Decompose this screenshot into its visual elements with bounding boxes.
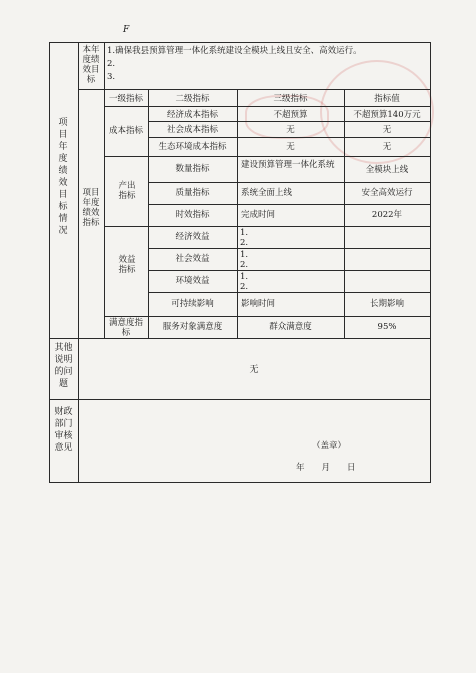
annual-goal-item-1: 1.确保我县预算管理一体化系统建设全模块上线且安全、高效运行。 xyxy=(107,46,362,56)
header-level1: 一级指标 xyxy=(108,94,143,104)
cost-row-2-l3: 无 xyxy=(286,125,295,135)
cost-label: 成本指标 xyxy=(108,126,143,136)
sustain-l2: 可持续影响 xyxy=(171,299,214,309)
benefit-row-2-l3-a: 1. xyxy=(240,250,249,260)
cost-row-1-l3: 不超预算 xyxy=(273,110,308,120)
benefit-row-3-l2: 环境效益 xyxy=(175,276,210,286)
finance-label: 财政部门审核意见 xyxy=(54,407,73,453)
rule-output-1 xyxy=(148,182,430,183)
rule-bottom xyxy=(49,482,430,483)
other-label: 其他说明的问题 xyxy=(54,343,73,389)
rule-goal-col xyxy=(104,42,105,339)
rule-benefit-1 xyxy=(148,248,430,249)
rule-cost-bottom xyxy=(104,156,430,157)
rule-cost-1 xyxy=(148,121,430,122)
rule-output-bottom xyxy=(104,226,430,227)
cost-row-1-l2: 经济成本指标 xyxy=(166,110,218,120)
output-label: 产出指标 xyxy=(118,181,136,201)
date-line: 年 月 日 xyxy=(296,463,356,473)
rule-benefit-bottom xyxy=(104,316,430,317)
rule-top xyxy=(49,42,430,43)
rule-right-edge xyxy=(430,42,431,483)
rule-goal-bottom xyxy=(78,89,430,90)
cost-row-2-value: 无 xyxy=(382,125,392,135)
benefit-row-1-l3-b: 2. xyxy=(240,238,249,248)
satisfaction-l2: 服务对象满意度 xyxy=(162,322,223,332)
header-level3: 三级指标 xyxy=(273,94,308,104)
benefit-label: 效益指标 xyxy=(118,255,136,275)
top-mark: F xyxy=(123,25,130,35)
indicator-label: 项目年度绩效指标 xyxy=(82,188,100,228)
sustain-value: 长期影响 xyxy=(369,299,404,309)
header-value: 指标值 xyxy=(374,94,400,104)
benefit-row-2-l3-b: 2. xyxy=(240,260,249,270)
rule-output-2 xyxy=(148,204,430,205)
other-value: 无 xyxy=(249,365,259,375)
output-row-2-l3: 系统全面上线 xyxy=(241,188,293,198)
annual-goal-item-2: 2. xyxy=(107,59,116,69)
rule-section-col xyxy=(78,42,79,339)
rule-left-edge xyxy=(49,42,50,483)
satisfaction-value: 95% xyxy=(377,322,397,332)
cost-row-3-value: 无 xyxy=(382,142,392,152)
rule-benefit-3 xyxy=(148,292,430,293)
annual-goal-label: 本年度绩效目标 xyxy=(82,45,100,85)
output-row-3-value: 2022年 xyxy=(371,210,403,220)
output-row-1-l2: 数量指标 xyxy=(175,164,210,174)
sustain-l3: 影响时间 xyxy=(241,299,276,309)
output-row-2-value: 安全高效运行 xyxy=(361,188,413,198)
seal-note: （盖章） xyxy=(312,441,347,451)
cost-row-1-value: 不超预算140万元 xyxy=(353,110,421,120)
benefit-row-1-l3-a: 1. xyxy=(240,228,249,238)
rule-lower-label-col xyxy=(78,338,79,483)
benefit-row-1-l2: 经济效益 xyxy=(175,232,210,242)
satisfaction-label: 满意度指标 xyxy=(108,318,143,338)
rule-benefit-2 xyxy=(148,270,430,271)
section-label: 项目年度绩效目标情况 xyxy=(58,118,68,236)
annual-goal-item-3: 3. xyxy=(107,72,116,82)
benefit-row-3-l3-a: 1. xyxy=(240,272,249,282)
benefit-row-2-l2: 社会效益 xyxy=(175,254,210,264)
cost-row-2-l2: 社会成本指标 xyxy=(166,125,218,135)
output-row-2-l2: 质量指标 xyxy=(175,188,210,198)
benefit-row-3-l3-b: 2. xyxy=(240,282,249,292)
output-row-3-l2: 时效指标 xyxy=(175,210,210,220)
rule-cost-2 xyxy=(148,137,430,138)
cost-row-3-l2: 生态环境成本指标 xyxy=(158,142,227,152)
satisfaction-l3: 群众满意度 xyxy=(269,322,312,332)
output-row-1-l3: 建设预算管理一体化系统 xyxy=(241,160,335,170)
rule-other-bottom xyxy=(49,399,430,400)
output-row-1-value: 全模块上线 xyxy=(365,165,409,175)
rule-satisfaction-bottom xyxy=(49,338,430,339)
output-row-3-l3: 完成时间 xyxy=(241,210,276,220)
header-level2: 二级指标 xyxy=(175,94,210,104)
cost-row-3-l3: 无 xyxy=(286,142,295,152)
rule-header-bottom xyxy=(104,106,430,107)
